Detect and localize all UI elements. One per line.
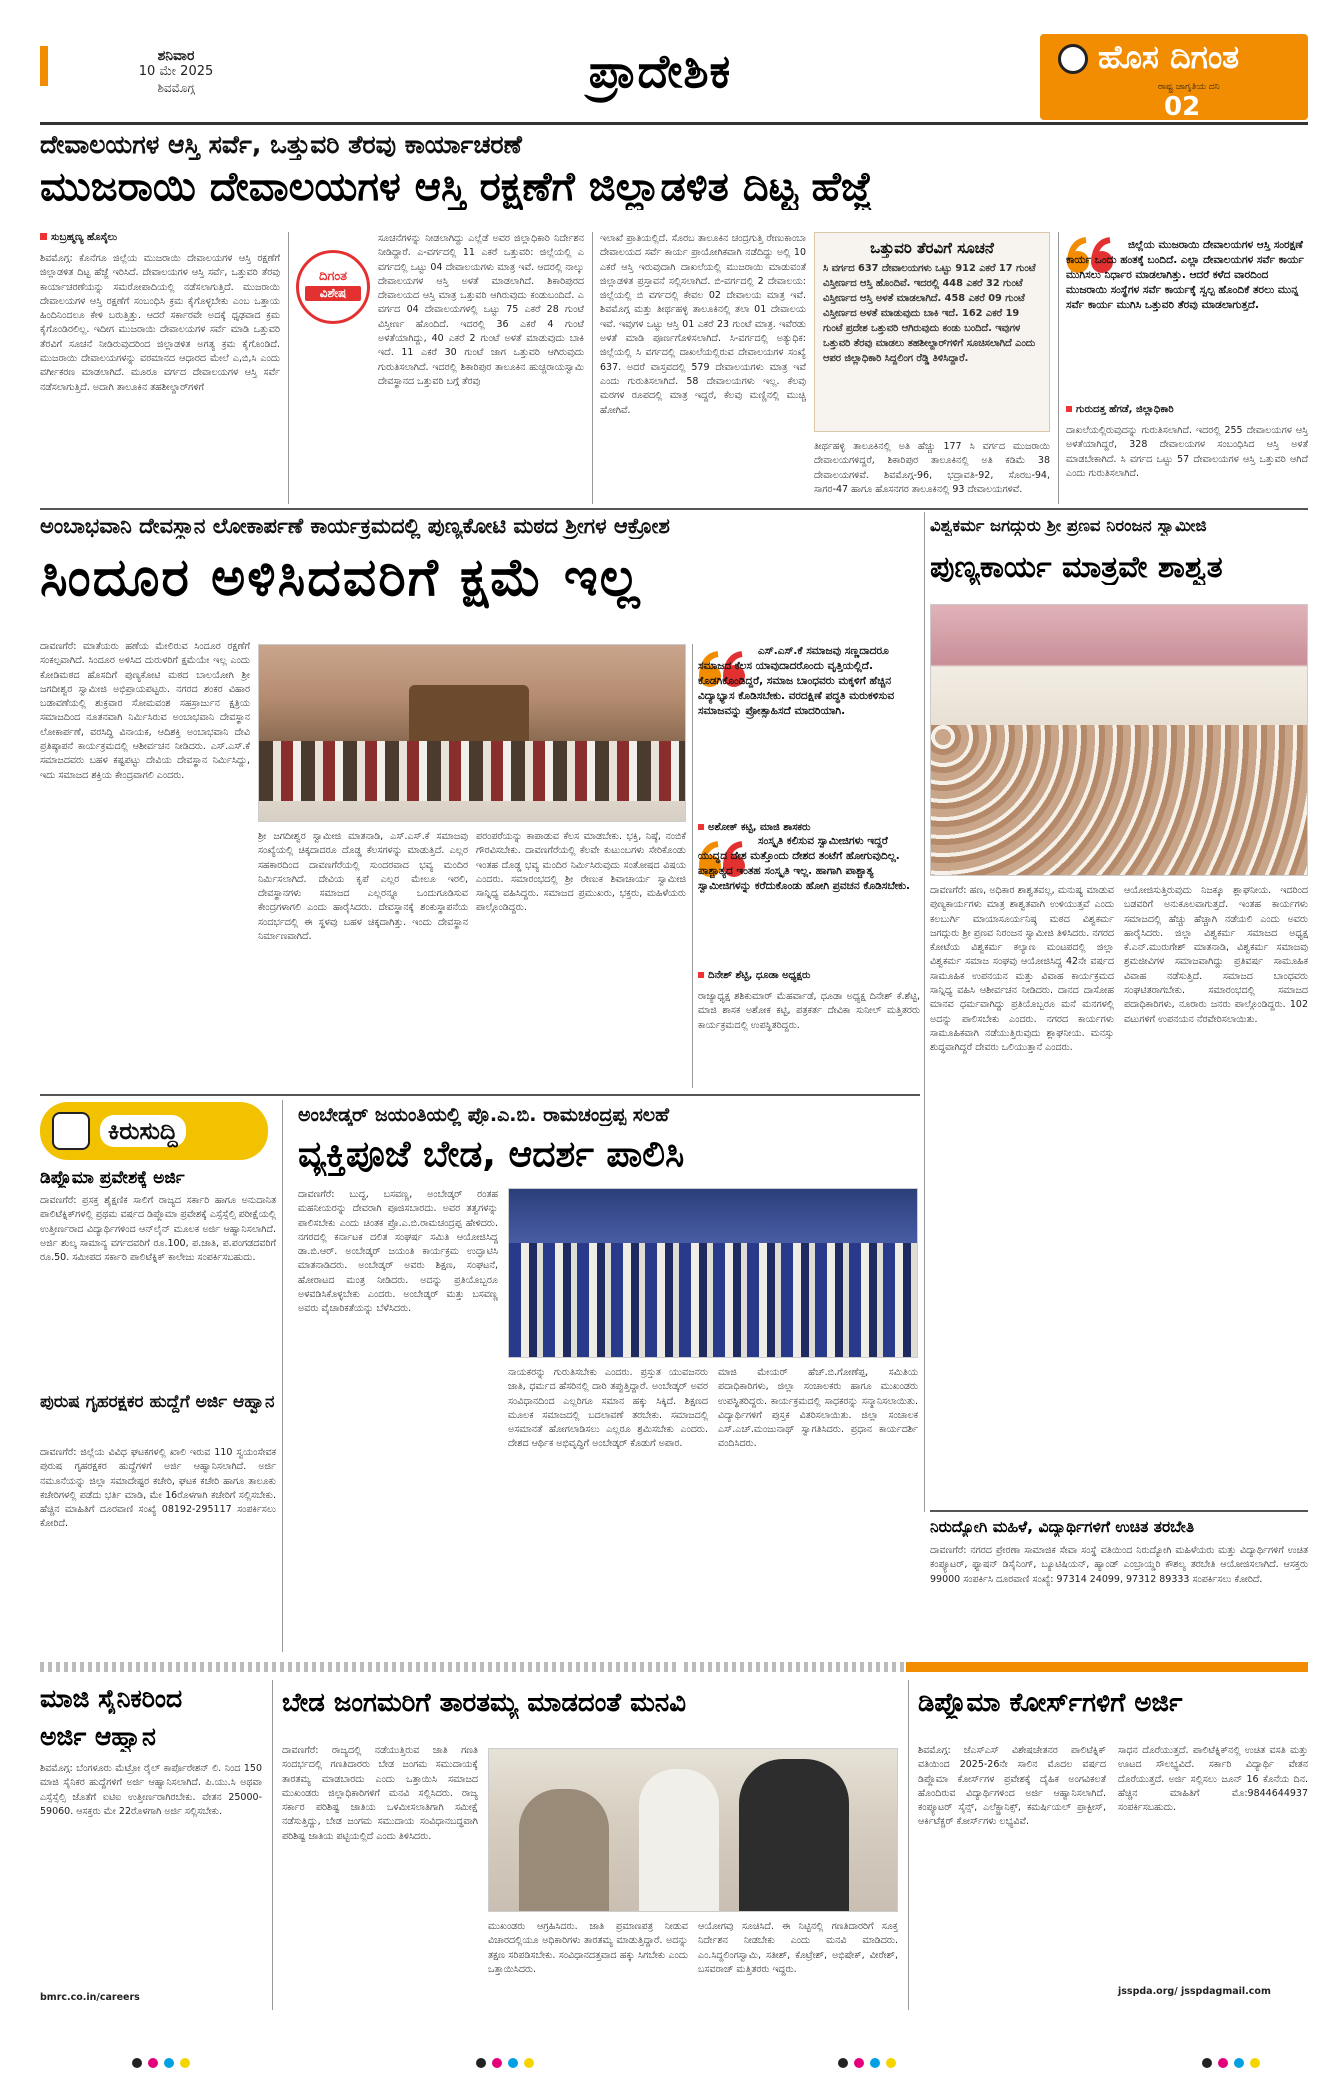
sindoor-headline: ಸಿಂದೂರ ಅಳಿಸಿದವರಿಗೆ ಕ್ಷಮೆ ಇಲ್ಲ bbox=[40, 548, 642, 608]
sindoor-quote-2-source bbox=[698, 970, 920, 981]
diploma-headline: ಡಿಪ್ಲೊಮಾ ಕೋರ್ಸ್‌ಗಳಿಗೆ ಅರ್ಜಿ bbox=[918, 1688, 1183, 1718]
bottom-mid-gray-bar bbox=[684, 1662, 904, 1672]
kirusuddi-item-2-text: ದಾವಣಗೆರೆ: ಜಿಲ್ಲೆಯ ವಿವಿಧ ಘಟಕಗಳಲ್ಲಿ ಖಾಲಿ ಇರುವ 110 ಸ್ವಯಂಸೇವಕ ಪುರುಷ ಗೃಹರಕ್ಷಕರ ಹುದ್ದೆಗಳಿಗೆ ಅರ್ಜಿ ಆಹ್ವಾನಿಸಲಾಗಿದೆ. ಅರ್ಜಿ ನಮೂನೆಯನ್ನು ಜಿಲ್ಲಾ ಸಮಾದೇಷ್ಟರ ಕಚೇರಿ, ಘಟಕ ಕಚೇರಿ ಹಾಗೂ ತಾಲೂಕು ಕಚೇರಿಗಳಲ್ಲಿ ಪಡೆದು ಭರ್ತಿ ಮಾಡಿ, ಮೇ 16ರೊಳಗಾಗಿ ಕಚೇರಿಗೆ ಸಲ್ಲಿಸಬೇಕು. ಹೆಚ್ಚಿನ ಮಾಹಿತಿಗೆ ದೂರವಾಣಿ ಸಂಖ್ಯೆ 08192-295117 ಸಂಪರ್ಕಿಸಲು ಕೋರಿದೆ. bbox=[40, 1447, 276, 1530]
section-title: ಪ್ರಾದೇಶಿಕ bbox=[588, 44, 732, 98]
divider bbox=[592, 232, 593, 504]
ceremony-photo bbox=[930, 604, 1308, 876]
brand-tagline: ರಾಷ್ಟ್ರ ಜಾಗೃತಿಯ ದನಿ bbox=[1158, 82, 1220, 92]
section-rule bbox=[40, 508, 1308, 510]
divider bbox=[282, 1100, 283, 1652]
vishwakarma-col-1: ದಾವಣಗೆರೆ: ಹಣ, ಅಧಿಕಾರ ಶಾಶ್ವತವಲ್ಲ, ಮನುಷ್ಯ ಮಾಡುವ ಪುಣ್ಯಕಾರ್ಯಗಳು ಮಾತ್ರ ಶಾಶ್ವತವಾಗಿ ಉಳಿಯುತ್ತವೆ ಎಂದು ಕಲಬುರ್ಗಿ ಮಾಯಾಸೂರ್ಯನಿಷ್ಠ ಮಠದ ವಿಶ್ವಕರ್ಮ ಜಗದ್ಗುರು ಶ್ರೀ ಪ್ರಣವ ನಿರಂಜನ ಸ್ವಾಮೀಜಿ ತಿಳಿಸಿದರು. ನಗರದ ಕೋಟೆಯ ವಿಶ್ವಕರ್ಮ ಕಲ್ಯಾಣ ಮಂಟಪದಲ್ಲಿ ಜಿಲ್ಲಾ ವಿಶ್ವಕರ್ಮ ಸಮಾಜ ಸಂಘವು ಆಯೋಜಿಸಿದ್ದ 42ನೇ ವರ್ಷದ ಸಾಮೂಹಿಕ ಉಪನಯನ ಮತ್ತು ವಿವಾಹ ಕಾರ್ಯಕ್ರಮದ ಸಾನ್ನಿಧ್ಯ ವಹಿಸಿ ಆಶೀರ್ವಚನ ನೀಡಿದರು. ದಾನದ ದಾಸೋಹ ಮಾನವ ಧರ್ಮವಾಗಿದ್ದು ಪ್ರತಿಯೊಬ್ಬರೂ ಮನೆ ಮನಗಳಲ್ಲಿ ಅದನ್ನು ಪಾಲಿಸಬೇಕು ಎಂದರು. ನಗರದ ಕಾರ್ಯಗಳು ಸಾಮೂಹಿಕವಾಗಿ ನಡೆಯುತ್ತಿರುವುದು ಶ್ಲಾಘನೀಯ. ಮನಸ್ಸು ಶುದ್ಧವಾಗಿದ್ದರೆ ದೇವರು ಒಲಿಯುತ್ತಾನೆ ಎಂದರು. bbox=[930, 885, 1114, 1054]
kirusuddi-title: ಕಿರುಸುದ್ದಿ bbox=[100, 1115, 186, 1147]
sainik-url: bmrc.co.in/careers bbox=[40, 1992, 140, 2003]
quote-source-name: ದಿನೇಶ್ ಶೆಟ್ಟಿ, ಧೂಡಾ ಅಧ್ಯಕ್ಷರು bbox=[708, 970, 811, 981]
header-rule bbox=[40, 122, 1308, 125]
kirusuddi-item-2-title-text: ಪುರುಷ ಗೃಹರಕ್ಷಕರ ಹುದ್ದೆಗೆ ಅರ್ಜಿ ಆಹ್ವಾನ bbox=[40, 1392, 275, 1412]
masthead-dateline bbox=[76, 48, 276, 96]
sindoor-quote-2-text: ಸಂಸ್ಕೃತಿ ಕಲಿಸುವ ಸ್ವಾಮೀಜಿಗಳು ಇದ್ದರೆ ಯುದ್ಧದ ದೇಶ ಮತ್ತೊಂದು ದೇಶದ ತಂಟೆಗೆ ಹೋಗುವುದಿಲ್ಲ. ಪಾಶ್ಚಾತ್ಯದ ಇಂತಹ ಸಂಸ್ಕೃತಿ ಇಲ್ಲ. ಹಾಗಾಗಿ ಪಾಶ್ಚಾತ್ಯ ಸ್ವಾಮೀಜಿಗಳನ್ನು ಕರೆದುಕೊಂಡು ಹೋಗಿ ಪ್ರವಚನ ಕೊಡಿಸಬೇಕು. bbox=[698, 835, 911, 892]
sindoor-quote-1-text: ಎಸ್.ಎಸ್.ಕೆ ಸಮಾಜವು ಸಣ್ಣದಾದರೂ ಸಮಾಜದ ಕೆಲಸ ಯಾವುದಾದರೊಂದು ವೃತ್ತಿಯಲ್ಲಿದೆ. ಕೊಡಗಿಕೊಂಡಿದ್ದರೆ, ಸಮಾಜ ಬಾಂಧವರು ಮಕ್ಕಳಿಗೆ ಹೆಚ್ಚಿನ ವಿದ್ಯಾಭ್ಯಾಸ ಕೊಡಿಸಬೇಕು. ವರದಕ್ಷಿಣೆ ಪದ್ಧತಿ ಮರುಕಳಿಸುವ ಸಮಾಜವನ್ನು ಪ್ರೋತ್ಸಾಹಿಸದೆ ಮಾದರಿಯಾಗಿ. bbox=[698, 645, 895, 717]
sindoor-quote-1 bbox=[698, 644, 920, 816]
section-rule bbox=[930, 1510, 1308, 1512]
lead-byline bbox=[40, 232, 117, 243]
lead-col-5: ದಾಖಲೆಯಲ್ಲಿರುವುದನ್ನು ಗುರುತಿಸಲಾಗಿದೆ. ಇದರಲ್ಲಿ 255 ದೇವಾಲಯಗಳ ಆಸ್ತಿ ಅಳತೆಯಾಗಿದ್ದರೆ, 328 ದೇವಾಲಯಗಳ ಸಂಬಂಧಿಸಿದ ಆಸ್ತಿ ಅಳತೆ ಮಾಡಬೇಕಾಗಿದೆ. ಸಿ ವರ್ಗದ ಒಟ್ಟು 57 ದೇವಾಲಯಗಳ ಆಸ್ತಿ ಒತ್ತುವರಿ ಆಗಿದೆ ಎಂದು ಗುರುತಿಸಲಾಗಿದೆ. bbox=[1066, 425, 1308, 479]
lead-col-2: ಸೂಚನೆಗಳನ್ನು ನೀಡಲಾಗಿದ್ದು ಎಲ್ಲೆಡೆ ಅವರ ಜಿಲ್ಲಾಧಿಕಾರಿ ನಿರ್ದೇಶನ ನೀಡಿದ್ದಾರೆ. ಎ-ವರ್ಗದಲ್ಲಿ 11 ಎಕರೆ ಒತ್ತುವರಿ: ಜಿಲ್ಲೆಯಲ್ಲಿ ಎ ವರ್ಗದಲ್ಲಿ ಒಟ್ಟು 04 ದೇವಾಲಯಗಳು ಮಾತ್ರ ಇವೆ. ಆದರಲ್ಲಿ ನಾಲ್ಕು ದೇವಾಲಯಗಳ ಆಸ್ತಿ ಅಳತೆ ಮಾಡಲಾಗಿದೆ. ಶಿಕಾರಿಪುರದ ದೇವಾಲಯದ ಆಸ್ತಿ ಮಾತ್ರ ಒತ್ತುವರಿ ಆಗಿರುವುದು ಕಂಡುಬಂದಿದೆ. ಎ ವರ್ಗದ 04 ದೇವಾಲಯಗಳಲ್ಲಿ ಒಟ್ಟು 75 ಎಕರೆ 28 ಗುಂಟೆ ವಿಸ್ತೀರ್ಣ ಹೊಂದಿದೆ. ಇದರಲ್ಲಿ 36 ಎಕರೆ 4 ಗುಂಟೆ ಅಳತೆಯಾಗಿದ್ದು, 40 ಎಕರೆ 2 ಗುಂಟೆ ಅಳತೆ ಮಾಡುವುದು ಬಾಕಿ ಇದೆ. 11 ಎಕರೆ 30 ಗುಂಟೆ ಜಾಗ ಒತ್ತುವರಿ ಆಗಿರುವುದು ಗುರುತಿಸಲಾಗಿದೆ. ಇದರಲ್ಲಿ ಶಿಕಾರಿಪುರ ತಾಲೂಕಿನ ಹುಚ್ಚರಾಯಸ್ವಾಮಿ ದೇವಸ್ಥಾನದ ಒತ್ತುವರಿ ಬಗ್ಗೆ ತೆರವು bbox=[378, 233, 584, 387]
info-box-text: ಸಿ ವರ್ಗದ 637 ದೇವಾಲಯಗಳು ಒಟ್ಟು 912 ಎಕರೆ 17 ಗುಂಟೆ ವಿಸ್ತೀರ್ಣದ ಆಸ್ತಿ ಹೊಂದಿವೆ. ಇದರಲ್ಲಿ 448 ಎಕರೆ 32 ಗುಂಟೆ ವಿಸ್ತೀರ್ಣದ ಆಸ್ತಿ ಅಳತೆ ಮಾಡಲಾಗಿದೆ. 458 ಎಕರೆ 09 ಗುಂಟೆ ವಿಸ್ತೀರ್ಣದ ಅಳತೆ ಮಾಡುವುದು ಬಾಕಿ ಇದೆ. 162 ಎಕರೆ 19 ಗುಂಟೆ ಪ್ರದೇಶ ಒತ್ತುವರಿ ಆಗಿರುವುದು ಕಂಡು ಬಂದಿದೆ. ಇವುಗಳ ಒತ್ತುವರಿ ತೆರವು ಮಾಡಲು ತಹಶೀಲ್ದಾರ್‌ಗಳಿಗೆ ಸೂಚಿಸಲಾಗಿದೆ ಎಂದು ಆಪರ ಜಿಲ್ಲಾಧಿಕಾರಿ ಸಿದ್ದಲಿಂಗ ರೆಡ್ಡಿ ತಿಳಿಸಿದ್ದಾರೆ. bbox=[823, 263, 1036, 364]
brand-logo-icon bbox=[1058, 44, 1088, 74]
divider bbox=[1058, 232, 1059, 504]
lead-col-3: ಇಲಾಖೆ ಪ್ರಾತಿಯಲ್ಲಿದೆ. ಸೊರಬ ತಾಲೂಕಿನ ಚಂದ್ರಗುತ್ತಿ ರೇಣುಕಾಂಬಾ ದೇವಾಲಯದ ಸರ್ವೆ ಕಾರ್ಯ ಪ್ರಾಯೋಗಿಕವಾಗಿ ನಡೆದಿದ್ದು ಅಲ್ಲಿ 10 ಎಕರೆ ಆಸ್ತಿ ಇರುವುದಾಗಿ ದಾಖಲೆಯಲ್ಲಿ ಮುಜರಾಯಿ ಮಾಡುವಂತೆ ಜಿಲ್ಲಾಡಳಿತ ಪ್ರಸ್ತಾವನೆ ಸಲ್ಲಿಸಲಾಗಿದೆ. ಬಿ-ವರ್ಗದಲ್ಲಿ 2 ದೇವಾಲಯ: ಜಿಲ್ಲೆಯಲ್ಲಿ ಬಿ ವರ್ಗದಲ್ಲಿ ಕೇವಲ 02 ದೇವಾಲಯ ಮಾತ್ರ ಇವೆ. ಶಿವಮೊಗ್ಗ ಮತ್ತು ತೀರ್ಥಹಳ್ಳಿ ತಾಲೂಕಿನಲ್ಲಿ ತಲಾ 01 ದೇವಾಲಯ ಇವೆ. ಇವುಗಳ ಒಟ್ಟು ಆಸ್ತಿ 01 ಎಕರೆ 23 ಗುಂಟೆ ಮಾತ್ರ. ಇವೆರಡು ಅಳತೆ ಮಾಡಿ ಪೂರ್ಣಗೊಳಿಸಲಾಗಿದೆ. ಸಿ-ವರ್ಗದಲ್ಲಿ ಅತ್ಯುಧಿಕ: ಜಿಲ್ಲೆಯಲ್ಲಿ ಸಿ ವರ್ಗದಲ್ಲಿ ದಾಖಲೆಯಲ್ಲಿರುವ ದೇವಾಲಯಗಳ ಸಂಖ್ಯೆ 637. ಅದರೆ ವಾಸ್ತವದಲ್ಲಿ 579 ದೇವಾಲಯಗಳು ಮಾತ್ರ ಇವೆ ಎಂದು ಗುರುತಿಸಲಾಗಿದೆ. 58 ದೇವಾಲಯಗಳು ಇಲ್ಲ. ಕೆಲವು ಮರಗಳ ರೂಪದಲ್ಲಿ ಮಾತ್ರ ಇದ್ದರೆ, ಕೆಲವು ಮಣ್ಣಿನಲ್ಲಿ ಮುಚ್ಚಿ ಹೋಗಿವೆ. bbox=[600, 233, 806, 416]
city: ಶಿವಮೊಗ್ಗ bbox=[157, 81, 195, 95]
registration-marks bbox=[132, 2058, 190, 2070]
sindoor-col-2: ಶ್ರೀ ಜಗದೀಶ್ವರ ಸ್ವಾಮೀಜಿ ಮಾತನಾಡಿ, ಎಸ್.ಎಸ್.ಕೆ ಸಮಾಜವು ಸಂಖ್ಯೆಯಲ್ಲಿ ಚಿಕ್ಕದಾದರೂ ದೊಡ್ಡ ಕೆಲಸಗಳನ್ನು ಮಾಡುತ್ತಿದೆ. ಎಲ್ಲರ ಸಹಕಾರದಿಂದ ದಾವಣಗೆರೆಯಲ್ಲಿ ಸುಂದರವಾದ ಭವ್ಯ ಮಂದಿರ ನಿರ್ಮಿಸಲಾಗಿದೆ. ದೇವಿಯ ಕೃಪೆ ಎಲ್ಲರ ಮೇಲೂ ಇರಲಿ, ದೇವಸ್ಥಾನಗಳು ಸಮಾಜದ ಎಲ್ಲರನ್ನೂ ಒಂದುಗೂಡಿಸುವ ಕೇಂದ್ರಗಳಾಗಲಿ ಎಂದು ಹಾರೈಸಿದರು. ದೇವಸ್ಥಾನಕ್ಕೆ ಶಂಕುಸ್ಥಾಪನೆಯ ಸಂದರ್ಭದಲ್ಲಿ ಈ ಸ್ಥಳವು ಬಹಳ ಚಿಕ್ಕದಾಗಿತ್ತು. ಇಂದು ದೇವಸ್ಥಾನ ನಿರ್ಮಾಣವಾಗಿದೆ. bbox=[258, 831, 468, 943]
registration-marks bbox=[1202, 2058, 1260, 2070]
diploma-url: jsspda.org/ jsspdagmail.com bbox=[1118, 1986, 1271, 1997]
digantha-vishesha-badge bbox=[296, 250, 370, 324]
section-rule bbox=[40, 1094, 920, 1096]
divider bbox=[924, 512, 925, 1512]
sainik-headline-1: ಮಾಜಿ ಸೈನಿಕರಿಂದ bbox=[40, 1684, 183, 1713]
sindoor-kicker: ಅಂಬಾಭವಾನಿ ದೇವಸ್ಥಾನ ಲೋಕಾರ್ಪಣೆ ಕಾರ್ಯಕ್ರಮದಲ್ಲಿ ಪುಣ್ಯಕೋಟಿ ಮಠದ ಶ್ರೀಗಳ ಆಕ್ರೋಶ bbox=[40, 514, 670, 538]
sainik-headline-2: ಅರ್ಜಿ ಆಹ್ವಾನ bbox=[40, 1722, 156, 1751]
date: 10 ಮೇ 2025 bbox=[138, 64, 214, 79]
vishwakarma-headline: ಪುಣ್ಯಕಾರ್ಯ ಮಾತ್ರವೇ ಶಾಶ್ವತ bbox=[930, 550, 1223, 585]
ambedkar-event-photo bbox=[508, 1188, 918, 1358]
diploma-col-1: ಶಿವಮೊಗ್ಗ: ಜೆಎಸ್‌ಎಸ್ ವಿಶೇಷಚೇತನರ ಪಾಲಿಟೆಕ್ನಿಕ್ ವತಿಯಿಂದ 2025-26ನೇ ಸಾಲಿನ ಮೊದಲ ವರ್ಷದ ಡಿಪ್ಲೊಮಾ ಕೋರ್ಸ್‌ಗಳ ಪ್ರವೇಶಕ್ಕೆ ದೈಹಿಕ ಅಂಗವಿಕಲತೆ ಹೊಂದಿರುವ ವಿದ್ಯಾರ್ಥಿಗಳಿಂದ ಅರ್ಜಿ ಆಹ್ವಾನಿಸಲಾಗಿದೆ. ಕಂಪ್ಯೂಟರ್ ಸೈನ್ಸ್, ಎಲೆಕ್ಟ್ರಾನಿಕ್ಸ್, ಕಮರ್ಷಿಯಲ್ ಪ್ರಾಕ್ಟೀಸ್, ಆರ್ಕಿಟೆಕ್ಚರ್ ಕೋರ್ಸ್‌ಗಳು ಲಭ್ಯವಿವೆ. bbox=[918, 1745, 1106, 1828]
sindoor-col-4: ರಾಜ್ಯಾಧ್ಯಕ್ಷ ಶಶಿಕುಮಾರ್ ಮೆಹರ್ವಾಡೆ, ಧೂಡಾ ಅಧ್ಯಕ್ಷ ದಿನೇಶ್ ಕೆ.ಶೆಟ್ಟಿ, ಮಾಜಿ ಶಾಸಕ ಅಶೋಕ ಕಟ್ಟಿ, ಪತ್ರಕರ್ತ ದೇವಿಕಾ ಸುನೀಲ್ ಮತ್ತಿತರರು ಕಾರ್ಯಕ್ರಮದಲ್ಲಿ ಉಪಸ್ಥಿತರಿದ್ದರು. bbox=[698, 991, 920, 1031]
top-orange-bar-left bbox=[40, 46, 48, 86]
jangama-col-2: ಮುಖಂಡರು ಆಗ್ರಹಿಸಿದರು. ಜಾತಿ ಪ್ರಮಾಣಪತ್ರ ನೀಡುವ ವಿಚಾರದಲ್ಲಿಯೂ ಅಧಿಕಾರಿಗಳು ತಾರತಮ್ಯ ಮಾಡುತ್ತಿದ್ದಾರೆ. ಅದನ್ನು ತಕ್ಷಣ ಸರಿಪಡಿಸಬೇಕು. ಸಂವಿಧಾನದತ್ತವಾದ ಹಕ್ಕು ಸಿಗಬೇಕು ಎಂದು ಒತ್ತಾಯಿಸಿದರು. bbox=[488, 1921, 688, 1975]
lead-quote-text: ಜಿಲ್ಲೆಯ ಮುಜರಾಯಿ ದೇವಾಲಯಗಳ ಆಸ್ತಿ ಸಂರಕ್ಷಣೆ ಕಾರ್ಯ ಒಂದು ಹಂತಕ್ಕೆ ಬಂದಿದೆ. ಎಲ್ಲಾ ದೇವಾಲಯಗಳ ಸರ್ವೆ ಕಾರ್ಯ ಮುಗಿಸಲು ನಿರ್ಧಾರ ಮಾಡಲಾಗಿತ್ತು. ಆದರೆ ಕಳೆದ ವಾರದಿಂದ ಮುಜರಾಯಿ ಸಂಸ್ಥೆಗಳ ಸರ್ವೆ ಕಾರ್ಯಕ್ಕೆ ಸ್ವಲ್ಪ ಹೊಂದಿಕೆ ತರಲು ಮುನ್ನ ಸರ್ವೆ ಕಾರ್ಯ ಮುಗಿಸಿ ಒತ್ತುವರಿ ತೆರವು ಮಾಡಲಾಗುತ್ತದೆ. bbox=[1066, 239, 1304, 311]
kirusuddi-item-1-title: ಡಿಪ್ಲೊಮಾ ಪ್ರವೇಶಕ್ಕೆ ಅರ್ಜಿ bbox=[40, 1168, 185, 1188]
divider bbox=[272, 1680, 273, 2010]
temple-event-photo bbox=[258, 644, 686, 822]
divider bbox=[692, 644, 693, 1088]
lead-kicker: ದೇವಾಲಯಗಳ ಆಸ್ತಿ ಸರ್ವೆ, ಒತ್ತುವರಿ ತೆರವು ಕಾರ್ಯಾಚರಣೆ bbox=[40, 130, 522, 159]
sainik-text: ಶಿವಮೊಗ್ಗ: ಬೆಂಗಳೂರು ಮೆಟ್ರೋ ರೈಲ್ ಕಾರ್ಪೊರೇಶನ್ ಲಿ. ನಿಂದ 150 ಮಾಜಿ ಸೈನಿಕರ ಹುದ್ದೆಗಳಿಗೆ ಅರ್ಜಿ ಆಹ್ವಾನಿಸಲಾಗಿದೆ. ಪಿ.ಯು.ಸಿ ಅಥವಾ ಎಸ್ಸೆಸ್ಸೆಲ್ಸಿ ಜೊತೆಗೆ ಐಟಿಐ ಉತ್ತೀರ್ಣರಾಗಿರಬೇಕು. ವೇತನ 25000-59060. ಆಸಕ್ತರು ಮೇ 22ರೊಳಗಾಗಿ ಅರ್ಜಿ ಸಲ್ಲಿಸಬೇಕು. bbox=[40, 1763, 262, 1817]
badge-bottom: ವಿಶೇಷ bbox=[305, 286, 361, 301]
ambedkar-col-1: ದಾವಣಗೆರೆ: ಬುದ್ಧ, ಬಸವಣ್ಣ, ಅಂಬೇಡ್ಕರ್ ರಂತಹ ಮಹನೀಯರನ್ನು ದೇವರಾಗಿ ಪೂಜಿಸಬಾರದು. ಅವರ ತತ್ವಗಳನ್ನು ಪಾಲಿಸಬೇಕು ಎಂದು ಚಿಂತಕ ಪ್ರೊ.ಎ.ಬಿ.ರಾಮಚಂದ್ರಪ್ಪ ಹೇಳಿದರು. ನಗರದಲ್ಲಿ ಕರ್ನಾಟಕ ದಲಿತ ಸಂಘರ್ಷ ಸಮಿತಿ ಆಯೋಜಿಸಿದ್ದ ಡಾ.ಬಿ.ಆರ್. ಅಂಬೇಡ್ಕರ್ ಜಯಂತಿ ಕಾರ್ಯಕ್ರಮ ಉದ್ಘಾಟಿಸಿ ಮಾತನಾಡಿದರು. ಅಂಬೇಡ್ಕರ್ ಅವರು ಶಿಕ್ಷಣ, ಸಂಘಟನೆ, ಹೋರಾಟದ ಮಂತ್ರ ನೀಡಿದರು. ಅದನ್ನು ಪ್ರತಿಯೊಬ್ಬರೂ ಅಳವಡಿಸಿಕೊಳ್ಳಬೇಕು ಎಂದರು. ಅಂಬೇಡ್ಕರ್ ಮತ್ತು ಬಸವಣ್ಣ ಅವರು ವೈಚಾರಿಕತೆಯನ್ನು ಬೆಳೆಸಿದರು. bbox=[298, 1189, 498, 1315]
kirusuddi-item-2-title bbox=[40, 1390, 276, 1440]
quote-source-name: ಅಶೋಕ್ ಕಟ್ಟಿ, ಮಾಜಿ ಶಾಸಕರು bbox=[708, 822, 811, 833]
niru-text: ದಾವಣಗೆರೆ: ನಗರದ ಪ್ರೇರಣಾ ಸಾಮಾಜಿಕ ಸೇವಾ ಸಂಸ್ಥೆ ವತಿಯಿಂದ ನಿರುದ್ಯೋಗಿ ಮಹಿಳೆಯರು ಮತ್ತು ವಿದ್ಯಾರ್ಥಿಗಳಿಗೆ ಉಚಿತ ಕಂಪ್ಯೂಟರ್, ಫ್ಯಾಷನ್ ಡಿಸೈನಿಂಗ್, ಬ್ಯೂಟಿಷಿಯನ್, ಹ್ಯಾಂಡ್ ಎಂಬ್ರಾಯ್ಡರಿ ಕೌಶಲ್ಯ ತರಬೇತಿ ಆಯೋಜಿಸಲಾಗಿದೆ. ಆಸಕ್ತರು 99000 ಸಂಪರ್ಕಿಸಿ ದೂರವಾಣಿ ಸಂಖ್ಯೆ: 97314 24099, 97312 89333 ಸಂಪರ್ಕಿಸಲು ಕೋರಿದೆ. bbox=[930, 1545, 1308, 1585]
author-name: ಸುಬ್ರಹ್ಮಣ್ಯ ಹೊಸೈಲು bbox=[51, 232, 118, 243]
vishwakarma-col-2: ಆಯೋಜಿಸುತ್ತಿರುವುದು ನಿಜಕ್ಕೂ ಶ್ಲಾಘನೀಯ. ಇದರಿಂದ ಬಡವರಿಗೆ ಅನುಕೂಲವಾಗುತ್ತದೆ. ಇಂತಹ ಕಾರ್ಯಗಳು ಸಮಾಜದಲ್ಲಿ ಹೆಚ್ಚು ಹೆಚ್ಚಾಗಿ ನಡೆಯಲಿ ಎಂದು ಅವರು ಹಾರೈಸಿದರು. ಜಿಲ್ಲಾ ವಿಶ್ವಕರ್ಮ ಸಮಾಜದ ಅಧ್ಯಕ್ಷ ಕೆ.ಎನ್.ಮುರುಗೇಶ್ ಮಾತನಾಡಿ, ವಿಶ್ವಕರ್ಮ ಸಮಾಜವು ಶ್ರಮಜೀವಿಗಳ ಸಮಾಜವಾಗಿದ್ದು ಪ್ರತಿವರ್ಷ ಸಾಮೂಹಿಕ ವಿವಾಹ ನಡೆಸುತ್ತಿದೆ. ಸಮಾಜದ ಬಾಂಧವರು ಸಂಘಟಿತರಾಗಬೇಕು. ಸಮಾರಂಭದಲ್ಲಿ ಸಮಾಜದ ಪದಾಧಿಕಾರಿಗಳು, ನೂರಾರು ಜನರು ಪಾಲ್ಗೊಂಡಿದ್ದರು. 102 ವಟುಗಳಿಗೆ ಉಪನಯನ ನೆರವೇರಿಸಲಾಯಿತು. bbox=[1124, 885, 1308, 1025]
day: ಶನಿವಾರ bbox=[157, 48, 195, 64]
jangama-col-1: ದಾವಣಗೆರೆ: ರಾಜ್ಯದಲ್ಲಿ ನಡೆಯುತ್ತಿರುವ ಜಾತಿ ಗಣತಿ ಸಂದರ್ಭದಲ್ಲಿ ಗಣತಿದಾರರು ಬೇಡ ಜಂಗಮ ಸಮುದಾಯಕ್ಕೆ ತಾರತಮ್ಯ ಮಾಡಬಾರದು ಎಂದು ಒತ್ತಾಯಿಸಿ ಸಮಾಜದ ಮುಖಂಡರು ಜಿಲ್ಲಾಧಿಕಾರಿಗಳಿಗೆ ಮನವಿ ಸಲ್ಲಿಸಿದರು. ರಾಜ್ಯ ಸರ್ಕಾರ ಪರಿಶಿಷ್ಟ ಜಾತಿಯ ಒಳಮೀಸಲಾತಿಗಾಗಿ ಸಮೀಕ್ಷೆ ನಡೆಸುತ್ತಿದ್ದು, ಬೇಡ ಜಂಗಮ ಸಮುದಾಯ ಸಂವಿಧಾನಬದ್ಧವಾಗಿ ಪರಿಶಿಷ್ಟ ಜಾತಿಯ ಪಟ್ಟಿಯಲ್ಲಿದೆ ಎಂದು ತಿಳಿಸಿದರು. bbox=[282, 1745, 478, 1842]
lead-headline: ಮುಜರಾಯಿ ದೇವಾಲಯಗಳ ಆಸ್ತಿ ರಕ್ಷಣೆಗೆ ಜಿಲ್ಲಾಡಳಿತ ದಿಟ್ಟ ಹೆಜ್ಜೆ bbox=[40, 164, 873, 210]
sindoor-quote-2 bbox=[698, 834, 920, 964]
brand-box bbox=[1040, 34, 1308, 120]
sindoor-quote-1-source bbox=[698, 822, 920, 833]
lead-quote-source bbox=[1066, 404, 1308, 415]
sindoor-col-1: ದಾವಣಗೆರೆ: ಮಾತೆಯರು ಹಣೆಯ ಮೇಲಿರುವ ಸಿಂದೂರ ರಕ್ಷಣೆಗೆ ಸಂಕಲ್ಪವಾಗಿದೆ. ಸಿಂದೂರ ಅಳಿಸಿದ ದುರುಳರಿಗೆ ಕ್ಷಮೆಯೇ ಇಲ್ಲ ಎಂದು ಕೋಡಿಮಠದ ಹೊಸದಿಗೆ ಪುಣ್ಯಕೋಟಿ ಮಠದ ಬಾಲಯೋಗಿ ಶ್ರೀ ಜಗದೀಶ್ವರ ಸ್ವಾಮೀಜಿ ಅಭಿಪ್ರಾಯಪಟ್ಟರು. ನಗರದ ಶಂಕರ ವಿಹಾರ ಬಡಾವಣೆಯಲ್ಲಿ ಶುಕ್ರವಾರ ಸೋಮವಂಶ ಸಹಸ್ರಾರ್ಜುನ ಕ್ಷತ್ರಿಯ ಸಮಾಜದಿಂದ ನೂತನವಾಗಿ ನಿರ್ಮಿಸಿರುವ ಅಂಬಾಭವಾನಿ ದೇವಸ್ಥಾನ ಲೋಕಾರ್ಪಣೆ, ವರಸಿದ್ಧಿ ವಿನಾಯಕ, ಆದಿಶಕ್ತಿ ಅಂಬಾಭವಾನಿ ದೇವಿ ಪ್ರತಿಷ್ಠಾಪನೆ ಕಾರ್ಯಕ್ರಮದಲ್ಲಿ ಆಶೀರ್ವಚನ ನೀಡಿದರು. ಎಸ್.ಎಸ್.ಕೆ ಸಮಾಜದವರು ಬಹಳ ಕಷ್ಟಪಟ್ಟು ದೇವಿಯ ದೇವಸ್ಥಾನ ನಿರ್ಮಿಸಿದ್ದು, ಇದು ಸಮಾಜದ ಶಕ್ತಿಯ ಕೇಂದ್ರವಾಗಲಿ ಎಂದರು. bbox=[40, 641, 250, 781]
divider bbox=[288, 232, 289, 504]
ambedkar-col-3: ಮಾಜಿ ಮೇಯರ್ ಹೆಚ್.ಬಿ.ಗೋಣೆಪ್ಪ, ಸಮಿತಿಯ ಪದಾಧಿಕಾರಿಗಳು, ಜಿಲ್ಲಾ ಸಂಚಾಲಕರು ಹಾಗೂ ಮುಖಂಡರು ಉಪಸ್ಥಿತರಿದ್ದರು. ಕಾರ್ಯಕ್ರಮದಲ್ಲಿ ಸಾಧಕರನ್ನು ಸನ್ಮಾನಿಸಲಾಯಿತು. ವಿದ್ಯಾರ್ಥಿಗಳಿಗೆ ಪುಸ್ತಕ ವಿತರಿಸಲಾಯಿತು. ಜಿಲ್ಲಾ ಸಂಚಾಲಕ ಎಸ್.ಎಚ್.ಮಂಜುನಾಥ್ ಸ್ವಾಗತಿಸಿದರು. ಪ್ರಧಾನ ಕಾರ್ಯದರ್ಶಿ ವಂದಿಸಿದರು. bbox=[718, 1367, 918, 1450]
quote-source-name: ಗುರುದತ್ತ ಹೆಗಡೆ, ಜಿಲ್ಲಾಧಿಕಾರಿ bbox=[1076, 404, 1174, 415]
info-box-title: ಒತ್ತುವರಿ ತೆರವಿಗೆ ಸೂಚನೆ bbox=[870, 239, 994, 257]
lead-info-box bbox=[814, 232, 1050, 432]
badge-top: ದಿಗಂತ bbox=[318, 269, 348, 284]
bottom-divider-left bbox=[40, 1662, 680, 1672]
brand-name: ಹೊಸ ದಿಗಂತ bbox=[1098, 38, 1240, 76]
bottom-orange-bar bbox=[906, 1662, 1308, 1672]
divider bbox=[908, 1680, 909, 2010]
jangama-col-3: ಆಯೋಗವು ಸೂಚಿಸಿದೆ. ಈ ನಿಟ್ಟಿನಲ್ಲಿ ಗಣತಿದಾರರಿಗೆ ಸೂಕ್ತ ನಿರ್ದೇಶನ ನೀಡಬೇಕು ಎಂದು ಮನವಿ ಮಾಡಿದರು. ಎಂ.ಸಿದ್ದಲಿಂಗಸ್ವಾಮಿ, ಸತೀಶ್, ಕೊಟ್ರೇಶ್, ಅಭಿಷೇಕ್, ವೀರೇಶ್, ಬಸವರಾಜ್ ಮತ್ತಿತರರು ಇದ್ದರು. bbox=[698, 1921, 898, 1975]
diploma-col-2: ಸಾಧನ ದೊರೆಯುತ್ತದೆ. ಪಾಲಿಟೆಕ್ನಿಕ್‌ನಲ್ಲಿ ಉಚಿತ ವಸತಿ ಮತ್ತು ಊಟದ ಸೌಲಭ್ಯವಿದೆ. ಸರ್ಕಾರಿ ವಿದ್ಯಾರ್ಥಿ ವೇತನ ದೊರೆಯುತ್ತದೆ. ಅರ್ಜಿ ಸಲ್ಲಿಸಲು ಜೂನ್ 16 ಕೊನೆಯ ದಿನ. ಹೆಚ್ಚಿನ ಮಾಹಿತಿಗೆ ಮೊ:9844644937 ಸಂಪರ್ಕಿಸಬಹುದು. bbox=[1118, 1745, 1308, 1814]
ambedkar-col-2: ನಾಯಕರನ್ನು ಗುರುತಿಸಬೇಕು ಎಂದರು. ಪ್ರಸ್ತುತ ಯುವಜನರು ಜಾತಿ, ಧರ್ಮದ ಹೆಸರಿನಲ್ಲಿ ದಾರಿ ತಪ್ಪುತ್ತಿದ್ದಾರೆ. ಅಂಬೇಡ್ಕರ್ ಅವರ ಸಂವಿಧಾನದಿಂದ ಎಲ್ಲರಿಗೂ ಸಮಾನ ಹಕ್ಕು ಸಿಕ್ಕಿದೆ. ಶಿಕ್ಷಣದ ಮೂಲಕ ಸಮಾಜದಲ್ಲಿ ಬದಲಾವಣೆ ತರಬೇಕು. ಸಮಾಜದಲ್ಲಿ ಅಸಮಾನತೆ ಹೋಗಲಾಡಿಸಲು ಎಲ್ಲರೂ ಶ್ರಮಿಸಬೇಕು ಎಂದರು. ದೇಶದ ಆರ್ಥಿಕ ಅಭಿವೃದ್ಧಿಗೆ ಅಂಬೇಡ್ಕರ್ ಕೊಡುಗೆ ಅಪಾರ. bbox=[508, 1367, 708, 1450]
memorandum-photo bbox=[488, 1748, 898, 1912]
vishwakarma-kicker: ವಿಶ್ವಕರ್ಮ ಜಗದ್ಗುರು ಶ್ರೀ ಪ್ರಣವ ನಿರಂಜನ ಸ್ವಾಮೀಜಿ bbox=[930, 516, 1207, 535]
niru-headline: ನಿರುದ್ಯೋಗಿ ಮಹಿಳೆ, ವಿದ್ಯಾರ್ಥಿಗಳಿಗೆ ಉಚಿತ ತರಬೇತಿ bbox=[930, 1518, 1195, 1536]
registration-marks bbox=[476, 2058, 534, 2070]
hand-pointer-icon bbox=[52, 1112, 90, 1150]
ambedkar-kicker: ಅಂಬೇಡ್ಕರ್ ಜಯಂತಿಯಲ್ಲಿ ಪ್ರೊ.ಎ.ಬಿ. ರಾಮಚಂದ್ರಪ್ಪ ಸಲಹೆ bbox=[298, 1104, 670, 1126]
kirusuddi-item-1-text: ದಾವಣಗೆರೆ: ಪ್ರಸಕ್ತ ಶೈಕ್ಷಣಿಕ ಸಾಲಿಗೆ ರಾಜ್ಯದ ಸರ್ಕಾರಿ ಹಾಗೂ ಅನುದಾನಿತ ಪಾಲಿಟೆಕ್ನಿಕ್‌ಗಳಲ್ಲಿ ಪ್ರಥಮ ವರ್ಷದ ಡಿಪ್ಲೊಮಾ ಪ್ರವೇಶಕ್ಕೆ ಎಸ್ಸೆಸ್ಸೆಲ್ಸಿ ಪರೀಕ್ಷೆಯಲ್ಲಿ ಉತ್ತೀರ್ಣರಾದ ವಿದ್ಯಾರ್ಥಿಗಳಿಂದ ಆನ್‌ಲೈನ್ ಮೂಲಕ ಅರ್ಜಿ ಆಹ್ವಾನಿಸಲಾಗಿದೆ. ಅರ್ಜಿ ಶುಲ್ಕ ಸಾಮಾನ್ಯ ವರ್ಗದವರಿಗೆ ರೂ.100, ಪ.ಜಾತಿ, ಪ.ಪಂಗಡದವರಿಗೆ ರೂ.50. ಸಮೀಪದ ಸರ್ಕಾರಿ ಪಾಲಿಟೆಕ್ನಿಕ್ ಕಾಲೇಜು ಸಂಪರ್ಕಿಸಬಹುದು. bbox=[40, 1195, 276, 1264]
lead-col-4: ತೀರ್ಥಹಳ್ಳಿ ತಾಲೂಕಿನಲ್ಲಿ ಅತಿ ಹೆಚ್ಚು 177 ಸಿ ವರ್ಗದ ಮುಜರಾಯಿ ದೇವಾಲಯಗಳಿದ್ದರೆ, ಶಿಕಾರಿಪುರ ತಾಲೂಕಿನಲ್ಲಿ ಅತಿ ಕಡಿಮೆ 38 ದೇವಾಲಯಗಳಿವೆ. ಶಿವಮೊಗ್ಗ-96, ಭದ್ರಾವತಿ-92, ಸೊರಬ-94, ಸಾಗರ-47 ಹಾಗೂ ಹೊಸನಗರ ತಾಲೂಕಿನಲ್ಲಿ 93 ದೇವಾಲಯಗಳಿವೆ. bbox=[814, 441, 1050, 495]
lead-col-1: ಶಿವಮೊಗ್ಗ: ಕೊನೆಗೂ ಜಿಲ್ಲೆಯ ಮುಜರಾಯಿ ದೇವಾಲಯಗಳ ಆಸ್ತಿ ರಕ್ಷಣೆಗೆ ಜಿಲ್ಲಾಡಳಿತ ದಿಟ್ಟ ಹೆಜ್ಜೆ ಇರಿಸಿದೆ. ದೇವಾಲಯಗಳ ಆಸ್ತಿ ಸರ್ವೆ, ಒತ್ತುವರಿ ತೆರವು ಕಾರ್ಯಾಚರಣೆಯನ್ನು ಸಮರೋಪಾದಿಯಲ್ಲಿ ನಡೆಸಲಾಗುತ್ತಿದೆ. ಮುಜರಾಯಿ ದೇವಾಲಯಗಳ ಆಸ್ತಿ ರಕ್ಷಣೆಗೆ ಸಂಬಂಧಿಸಿ ಕ್ರಮ ಕೈಗೊಳ್ಳಬೇಕು ಎಂಬ ಒತ್ತಾಯ ಹಿಂದಿನಿಂದಲೂ ಕೇಳಿ ಬರುತ್ತಿತ್ತು. ಆದರೆ ಸರ್ಕಾರವೇ ಅದಕ್ಕೆ ಧೃಢವಾದ ಕ್ರಮ ಕೈಗೊಂಡಿರಲಿಲ್ಲ. ಇದೀಗ ಮುಜರಾಯಿ ದೇವಾಲಯಗಳ ಸರ್ವೆ ಮಾಡಿ ಒತ್ತುವರಿ ತೆರವಿಗೆ ಸೂಚನೆ ನೀಡಿರುವುದರಿಂದ ಜಿಲ್ಲಾಡಳಿತ ಅಗತ್ಯ ಕ್ರಮ ಕೈಗೊಂಡಿದೆ. ಮುಜರಾಯಿ ದೇವಾಲಯಗಳನ್ನು ವರಮಾನದ ಆಧಾರದ ಮೇಲೆ ಎ,ಬಿ,ಸಿ ಎಂದು ವರ್ಗೀಕರಣ ಮಾಡಲಾಗಿದೆ. ಮೂರೂ ವರ್ಗದ ದೇವಾಲಯಗಳ ಆಸ್ತಿ ಸರ್ವೆ ನಡೆಸಲಾಗುತ್ತಿದೆ. ಅದಾಗಿ ತಾಲೂಕಿನ ತಹಶೀಲ್ದಾರ್‌ಗಳಿಗೆ bbox=[40, 253, 280, 393]
registration-marks bbox=[838, 2058, 896, 2070]
ambedkar-headline: ವ್ಯಕ್ತಿಪೂಜೆ ಬೇಡ, ಆದರ್ಶ ಪಾಲಿಸಿ bbox=[298, 1134, 685, 1175]
kirusuddi-badge bbox=[40, 1102, 268, 1160]
lead-quote bbox=[1066, 238, 1308, 398]
sindoor-col-3: ಪರಂಪರೆಯನ್ನು ಕಾಪಾಡುವ ಕೆಲಸ ಮಾಡಬೇಕು. ಭಕ್ತಿ, ನಿಷ್ಠೆ, ನಂಬಿಕೆ ಗೌರವಿಸಬೇಕು. ದಾವಣಗೆರೆಯಲ್ಲಿ ಕೆಲವೇ ಕುಟುಂಬಗಳು ಸೇರಿಕೊಂಡು ಇಂತಹ ದೊಡ್ಡ ಭವ್ಯ ಮಂದಿರ ನಿರ್ಮಿಸಿರುವುದು ಸಂತೋಷದ ವಿಷಯ ಎಂದರು. ಸಮಾರಂಭದಲ್ಲಿ ಶ್ರೀ ರೇಣುಕ ಶಿವಾಚಾರ್ಯ ಸ್ವಾಮೀಜಿ ಸಾನ್ನಿಧ್ಯ ವಹಿಸಿದ್ದರು. ಸಮಾಜದ ಪ್ರಮುಖರು, ಭಕ್ತರು, ಮಹಿಳೆಯರು ಪಾಲ್ಗೊಂಡಿದ್ದರು. bbox=[476, 831, 686, 914]
jangama-headline: ಬೇಡ ಜಂಗಮರಿಗೆ ತಾರತಮ್ಯ ಮಾಡದಂತೆ ಮನವಿ bbox=[282, 1688, 687, 1718]
page-number: 02 bbox=[1164, 92, 1201, 122]
